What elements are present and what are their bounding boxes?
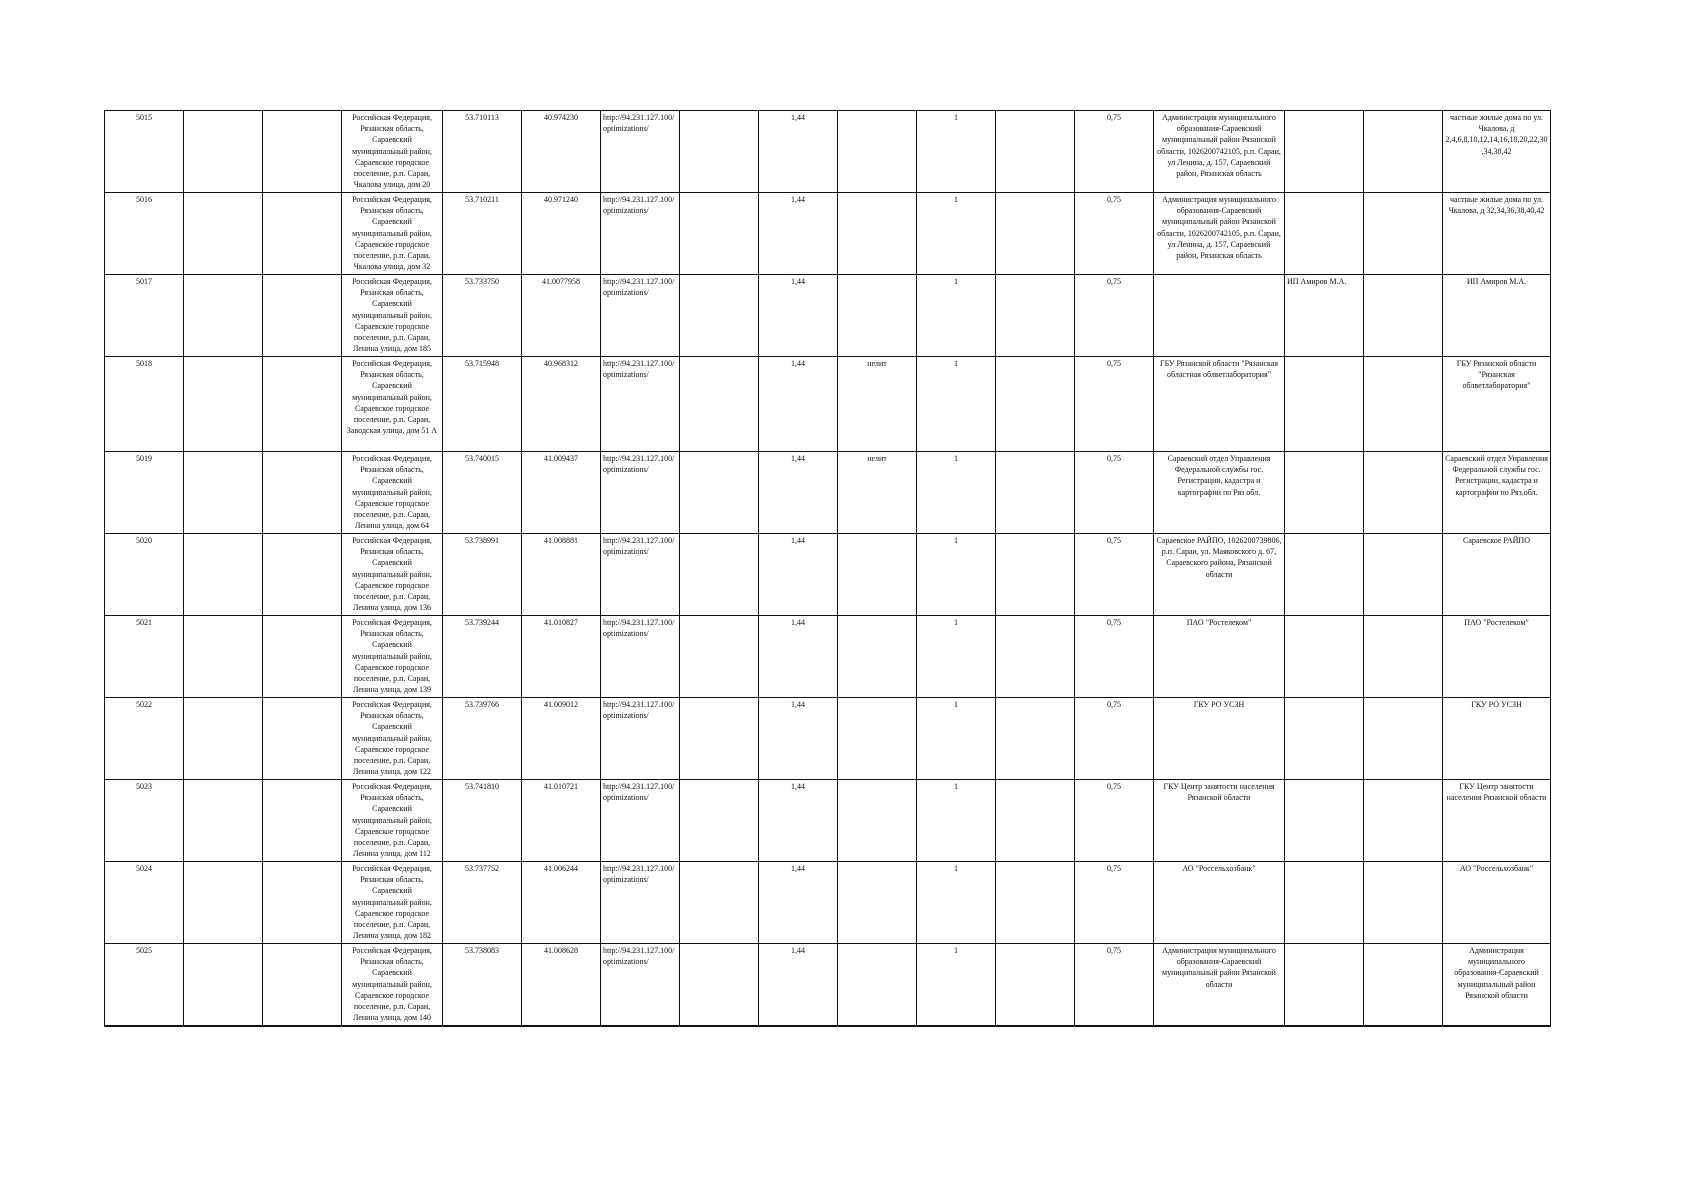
entrepreneur-cell [1285, 780, 1364, 862]
owner-cell [1154, 275, 1285, 357]
latitude-cell: 53.739244 [443, 616, 522, 698]
container-count-cell: 1 [917, 862, 996, 944]
url-cell: http://94.231.127.100/optimizations/ [601, 944, 680, 1026]
empty-cell [263, 275, 342, 357]
address-cell: Российская Федерация, Рязанская область, Сараевский муниципальный район, Сараевское городское поселение, р.п. Сараи, Ленина улица, дом 182 [342, 862, 443, 944]
container-count-cell: 1 [917, 944, 996, 1026]
latitude-cell: 53.710113 [443, 111, 522, 193]
empty-cell [996, 275, 1075, 357]
empty-cell [263, 534, 342, 616]
longitude-cell: 40.968312 [522, 357, 601, 452]
address-cell: Российская Федерация, Рязанская область, Сараевский муниципальный район, Сараевское городское поселение, р.п. Сараи, Ленина улица, дом 185 [342, 275, 443, 357]
longitude-cell: 40.971240 [522, 193, 601, 275]
table-row [105, 357, 1551, 452]
owner-cell: Администрация муниципального образования-Сараевский муниципальный район Рязанской области, 1026200742105, р.п. Сараи, ул Ленина, д. 157, Сараевский район, Рязанская область [1154, 111, 1285, 193]
surface-cell [838, 111, 917, 193]
empty-cell [1364, 193, 1443, 275]
container-count-cell: 1 [917, 193, 996, 275]
surface-cell [838, 616, 917, 698]
empty-cell [996, 862, 1075, 944]
table-row [105, 780, 1551, 862]
surface-cell: нелит [838, 452, 917, 534]
address-cell: Российская Федерация, Рязанская область, Сараевский муниципальный район, Сараевское городское поселение, р.п. Сараи, Ленина улица, дом 140 [342, 944, 443, 1026]
waste-sources-cell: ГБУ Рязанской области "Рязанская облветлаборатория" [1443, 357, 1551, 452]
empty-cell [1364, 780, 1443, 862]
waste-sources-cell: частные жилые дома по ул. Чкалова, д 32,34,36,38,40,42 [1443, 193, 1551, 275]
entrepreneur-cell [1285, 944, 1364, 1026]
table-row [105, 862, 1551, 944]
table-row [105, 193, 1551, 275]
empty-cell [184, 534, 263, 616]
address-cell: Российская Федерация, Рязанская область, Сараевский муниципальный район, Сараевское городское поселение, р.п. Сараи, Заводская улица, дом 51 А [342, 357, 443, 452]
longitude-cell: 41.009437 [522, 452, 601, 534]
empty-cell [680, 862, 759, 944]
empty-cell [1364, 357, 1443, 452]
waste-sources-cell: ПАО "Ростелеком" [1443, 616, 1551, 698]
empty-cell [263, 780, 342, 862]
container-site-registry-table [104, 110, 1551, 1027]
latitude-cell: 53.710211 [443, 193, 522, 275]
row-number: 5023 [105, 780, 184, 862]
surface-cell [838, 534, 917, 616]
empty-cell [184, 452, 263, 534]
empty-cell [1364, 452, 1443, 534]
area-cell: 1,44 [759, 357, 838, 452]
area-cell: 1,44 [759, 534, 838, 616]
empty-cell [996, 616, 1075, 698]
entrepreneur-cell [1285, 698, 1364, 780]
longitude-cell: 41.008628 [522, 944, 601, 1026]
latitude-cell: 53.738083 [443, 944, 522, 1026]
row-number: 5022 [105, 698, 184, 780]
entrepreneur-cell [1285, 357, 1364, 452]
volume-cell: 0,75 [1075, 452, 1154, 534]
row-number: 5024 [105, 862, 184, 944]
longitude-cell: 41.010721 [522, 780, 601, 862]
area-cell: 1,44 [759, 452, 838, 534]
owner-cell: Администрация муниципального образования-Сараевский муниципальный район Рязанской области, 1026200742105, р.п. Сараи, ул Ленина, д. 157, Сараевский район, Рязанская область [1154, 193, 1285, 275]
empty-cell [184, 275, 263, 357]
row-number: 5021 [105, 616, 184, 698]
waste-sources-cell: Администрация муниципального образования-Сараевский муниципальный район Рязанской области [1443, 944, 1551, 1026]
owner-cell: Сараевское РАЙПО, 1026200739806, р.п. Сараи, ул. Маяковского д. 67, Сараевского района, Рязанской области [1154, 534, 1285, 616]
table-row [105, 111, 1551, 193]
address-cell: Российская Федерация, Рязанская область, Сараевский муниципальный район, Сараевское городское поселение, р.п. Сараи, Ленина улица, дом 122 [342, 698, 443, 780]
empty-cell [680, 357, 759, 452]
container-count-cell: 1 [917, 111, 996, 193]
empty-cell [1364, 275, 1443, 357]
waste-sources-cell: Сараевское РАЙПО [1443, 534, 1551, 616]
longitude-cell: 41.006244 [522, 862, 601, 944]
longitude-cell: 41.008881 [522, 534, 601, 616]
table-row [105, 452, 1551, 534]
empty-cell [996, 111, 1075, 193]
waste-sources-cell: АО "Россельхозбанк" [1443, 862, 1551, 944]
longitude-cell: 41.010827 [522, 616, 601, 698]
url-cell: http://94.231.127.100/optimizations/ [601, 193, 680, 275]
longitude-cell: 40.974230 [522, 111, 601, 193]
row-number: 5016 [105, 193, 184, 275]
empty-cell [263, 111, 342, 193]
empty-cell [680, 780, 759, 862]
surface-cell [838, 862, 917, 944]
owner-cell: ГКУ РО УСЗН [1154, 698, 1285, 780]
volume-cell: 0,75 [1075, 111, 1154, 193]
volume-cell: 0,75 [1075, 616, 1154, 698]
owner-cell: ГКУ Центр занятости населения Рязанской области [1154, 780, 1285, 862]
empty-cell [680, 698, 759, 780]
empty-cell [184, 357, 263, 452]
area-cell: 1,44 [759, 275, 838, 357]
surface-cell [838, 780, 917, 862]
empty-cell [263, 944, 342, 1026]
container-count-cell: 1 [917, 275, 996, 357]
empty-cell [263, 193, 342, 275]
empty-cell [184, 862, 263, 944]
address-cell: Российская Федерация, Рязанская область, Сараевский муниципальный район, Сараевское городское поселение, р.п. Сараи, Ленина улица, дом 139 [342, 616, 443, 698]
url-cell: http://94.231.127.100/optimizations/ [601, 452, 680, 534]
row-number: 5017 [105, 275, 184, 357]
waste-sources-cell: Сараевский отдел Управления Федеральной службы гос. Регистрации, кадастра и картографии по Ряз.обл. [1443, 452, 1551, 534]
table-row [105, 698, 1551, 780]
owner-cell: Сараевский отдел Управления Федеральной службы гос. Регистрации, кадастра и картографии по Ряз обл. [1154, 452, 1285, 534]
area-cell: 1,44 [759, 944, 838, 1026]
address-cell: Российская Федерация, Рязанская область, Сараевский муниципальный район, Сараевское городское поселение, р.п. Сараи, Чкалова улица, дом 32 [342, 193, 443, 275]
empty-cell [680, 193, 759, 275]
container-count-cell: 1 [917, 452, 996, 534]
empty-cell [1364, 944, 1443, 1026]
latitude-cell: 53.739766 [443, 698, 522, 780]
longitude-cell: 41.0077958 [522, 275, 601, 357]
empty-cell [680, 452, 759, 534]
entrepreneur-cell [1285, 862, 1364, 944]
empty-cell [1364, 616, 1443, 698]
volume-cell: 0,75 [1075, 275, 1154, 357]
registry-sheet [104, 110, 1551, 1027]
table-row [105, 275, 1551, 357]
entrepreneur-cell [1285, 452, 1364, 534]
empty-cell [996, 357, 1075, 452]
volume-cell: 0,75 [1075, 698, 1154, 780]
entrepreneur-cell [1285, 193, 1364, 275]
surface-cell [838, 944, 917, 1026]
latitude-cell: 53.733750 [443, 275, 522, 357]
empty-cell [680, 944, 759, 1026]
latitude-cell: 53.740015 [443, 452, 522, 534]
area-cell: 1,44 [759, 780, 838, 862]
volume-cell: 0,75 [1075, 193, 1154, 275]
empty-cell [996, 534, 1075, 616]
url-cell: http://94.231.127.100/optimizations/ [601, 862, 680, 944]
url-cell: http://94.231.127.100/optimizations/ [601, 698, 680, 780]
entrepreneur-cell [1285, 111, 1364, 193]
surface-cell [838, 698, 917, 780]
empty-cell [680, 111, 759, 193]
latitude-cell: 53.741810 [443, 780, 522, 862]
owner-cell: Администрация муниципального образования-Сараевский муниципальный район Рязанской области [1154, 944, 1285, 1026]
empty-cell [996, 452, 1075, 534]
entrepreneur-cell [1285, 616, 1364, 698]
owner-cell: АО "Россельхозбанк" [1154, 862, 1285, 944]
empty-cell [996, 780, 1075, 862]
url-cell: http://94.231.127.100/optimizations/ [601, 616, 680, 698]
address-cell: Российская Федерация, Рязанская область, Сараевский муниципальный район, Сараевское городское поселение, р.п. Сараи, Ленина улица, дом 112 [342, 780, 443, 862]
address-cell: Российская Федерация, Рязанская область, Сараевский муниципальный район, Сараевское городское поселение, р.п. Сараи, Чкалова улица, дом 20 [342, 111, 443, 193]
latitude-cell: 53.715948 [443, 357, 522, 452]
table-row [105, 534, 1551, 616]
container-count-cell: 1 [917, 698, 996, 780]
empty-cell [1364, 862, 1443, 944]
area-cell: 1,44 [759, 193, 838, 275]
container-count-cell: 1 [917, 357, 996, 452]
row-number: 5020 [105, 534, 184, 616]
url-cell: http://94.231.127.100/optimizations/ [601, 780, 680, 862]
surface-cell: нелит [838, 357, 917, 452]
empty-cell [263, 616, 342, 698]
owner-cell: ПАО "Ростелеком" [1154, 616, 1285, 698]
latitude-cell: 53.738991 [443, 534, 522, 616]
area-cell: 1,44 [759, 111, 838, 193]
surface-cell [838, 275, 917, 357]
address-cell: Российская Федерация, Рязанская область, Сараевский муниципальный район, Сараевское городское поселение, р.п. Сараи, Ленина улица, дом 136 [342, 534, 443, 616]
empty-cell [680, 616, 759, 698]
container-count-cell: 1 [917, 616, 996, 698]
volume-cell: 0,75 [1075, 780, 1154, 862]
area-cell: 1,44 [759, 616, 838, 698]
empty-cell [996, 698, 1075, 780]
empty-cell [184, 111, 263, 193]
url-cell: http://94.231.127.100/optimizations/ [601, 275, 680, 357]
waste-sources-cell: частные жилые дома по ул. Чкалова, д 2,4,6,8,10,12,14,16,18,20,22,30,34,38,42 [1443, 111, 1551, 193]
entrepreneur-cell [1285, 534, 1364, 616]
url-cell: http://94.231.127.100/optimizations/ [601, 357, 680, 452]
container-count-cell: 1 [917, 780, 996, 862]
waste-sources-cell: ИП Амиров М.А. [1443, 275, 1551, 357]
empty-cell [263, 698, 342, 780]
row-number: 5018 [105, 357, 184, 452]
empty-cell [263, 452, 342, 534]
surface-cell [838, 193, 917, 275]
owner-cell: ГБУ Рязанской области "Рязанская областная облветлаборатория" [1154, 357, 1285, 452]
container-count-cell: 1 [917, 534, 996, 616]
row-number: 5025 [105, 944, 184, 1026]
empty-cell [996, 193, 1075, 275]
waste-sources-cell: ГКУ Центр занятости населения Рязанской области [1443, 780, 1551, 862]
empty-cell [1364, 534, 1443, 616]
table-row [105, 616, 1551, 698]
empty-cell [184, 616, 263, 698]
empty-cell [263, 357, 342, 452]
row-number: 5019 [105, 452, 184, 534]
volume-cell: 0,75 [1075, 944, 1154, 1026]
url-cell: http://94.231.127.100/optimizations/ [601, 534, 680, 616]
volume-cell: 0,75 [1075, 862, 1154, 944]
table-row [105, 944, 1551, 1026]
latitude-cell: 53.737752 [443, 862, 522, 944]
waste-sources-cell: ГКУ РО УСЗН [1443, 698, 1551, 780]
address-cell: Российская Федерация, Рязанская область, Сараевский муниципальный район, Сараевское городское поселение, р.п. Сараи, Ленина улица, дом 64 [342, 452, 443, 534]
empty-cell [1364, 111, 1443, 193]
empty-cell [263, 862, 342, 944]
empty-cell [184, 698, 263, 780]
empty-cell [1364, 698, 1443, 780]
volume-cell: 0,75 [1075, 357, 1154, 452]
empty-cell [184, 193, 263, 275]
volume-cell: 0,75 [1075, 534, 1154, 616]
row-number: 5015 [105, 111, 184, 193]
empty-cell [996, 944, 1075, 1026]
area-cell: 1,44 [759, 862, 838, 944]
entrepreneur-cell: ИП Амиров М.А. [1285, 275, 1364, 357]
empty-cell [184, 780, 263, 862]
longitude-cell: 41.009012 [522, 698, 601, 780]
empty-cell [184, 944, 263, 1026]
area-cell: 1,44 [759, 698, 838, 780]
url-cell: http://94.231.127.100/optimizations/ [601, 111, 680, 193]
empty-cell [680, 275, 759, 357]
empty-cell [680, 534, 759, 616]
